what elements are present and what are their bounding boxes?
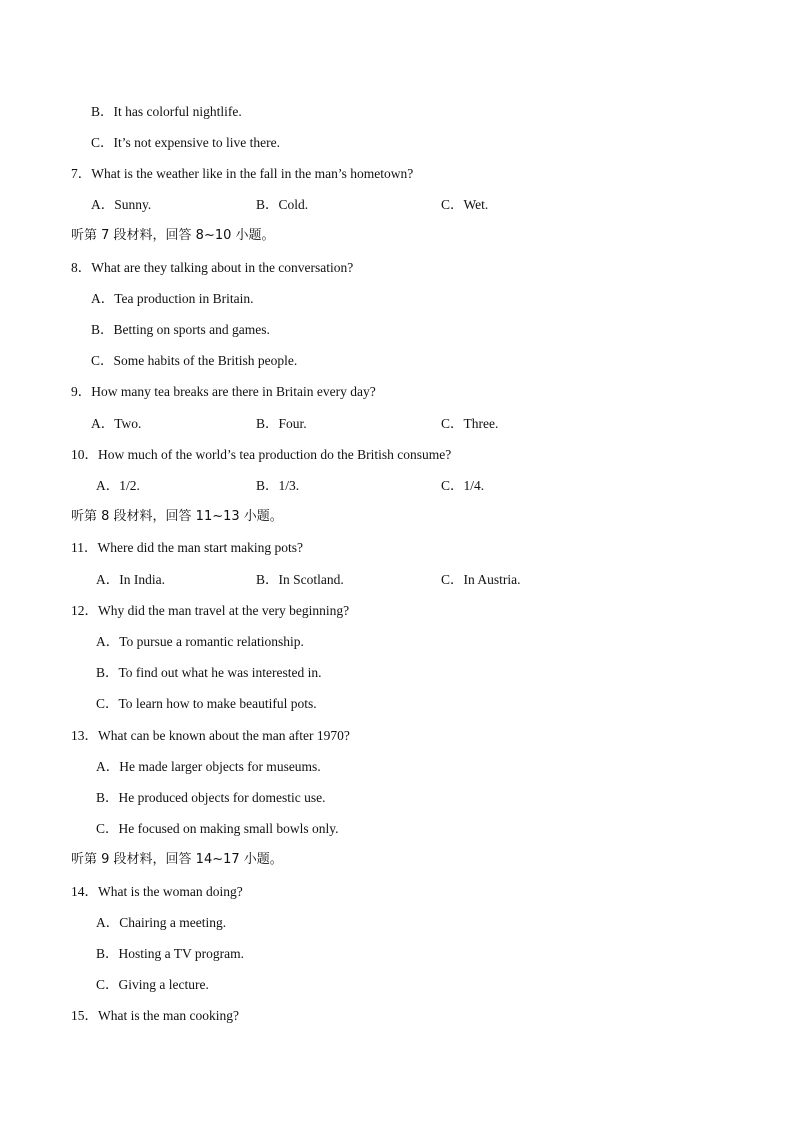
question-8: 8．What are they talking about in the conversation? (71, 260, 354, 275)
option-10c: C．1/4. (441, 478, 485, 493)
question-13: 13．What can be known about the man after 1970? (71, 728, 350, 743)
question-7: 7．What is the weather like in the fall in the man’s hometown? (71, 166, 414, 181)
option-8a: A．Tea production in Britain. (91, 291, 254, 306)
option-13c: C．He focused on making small bowls only. (96, 821, 339, 836)
question-15: 15．What is the man cooking? (71, 1008, 239, 1023)
section-heading-8: 听第 8 段材料，回答 11~13 小题。 (71, 509, 283, 524)
section-heading-7: 听第 7 段材料，回答 8~10 小题。 (71, 228, 275, 243)
option-11b: B．In Scotland. (256, 572, 344, 587)
option-6b: B．It has colorful nightlife. (91, 104, 242, 119)
option-13b: B．He produced objects for domestic use. (96, 790, 326, 805)
option-8c: C．Some habits of the British people. (91, 353, 298, 368)
question-11: 11．Where did the man start making pots? (71, 540, 303, 555)
option-10a: A．1/2. (96, 478, 140, 493)
question-14: 14．What is the woman doing? (71, 884, 243, 899)
section-heading-9: 听第 9 段材料，回答 14~17 小题。 (71, 852, 283, 867)
option-14c: C．Giving a lecture. (96, 977, 209, 992)
option-11a: A．In India. (96, 572, 165, 587)
option-7a: A．Sunny. (91, 197, 152, 212)
option-12b: B．To find out what he was interested in. (96, 665, 322, 680)
option-13a: A．He made larger objects for museums. (96, 759, 321, 774)
option-14a: A．Chairing a meeting. (96, 915, 227, 930)
option-12c: C．To learn how to make beautiful pots. (96, 696, 317, 711)
option-11c: C．In Austria. (441, 572, 521, 587)
option-12a: A．To pursue a romantic relationship. (96, 634, 304, 649)
option-9b: B．Four. (256, 416, 307, 431)
option-7c: C．Wet. (441, 197, 489, 212)
question-9: 9．How many tea breaks are there in Britain every day? (71, 384, 376, 399)
option-8b: B．Betting on sports and games. (91, 322, 270, 337)
question-10: 10．How much of the world’s tea production do the British consume? (71, 447, 452, 462)
option-9c: C．Three. (441, 416, 499, 431)
question-12: 12．Why did the man travel at the very beginning? (71, 603, 350, 618)
option-14b: B．Hosting a TV program. (96, 946, 244, 961)
option-6c: C．It’s not expensive to live there. (91, 135, 280, 150)
option-10b: B．1/3. (256, 478, 300, 493)
option-7b: B．Cold. (256, 197, 309, 212)
option-9a: A．Two. (91, 416, 142, 431)
